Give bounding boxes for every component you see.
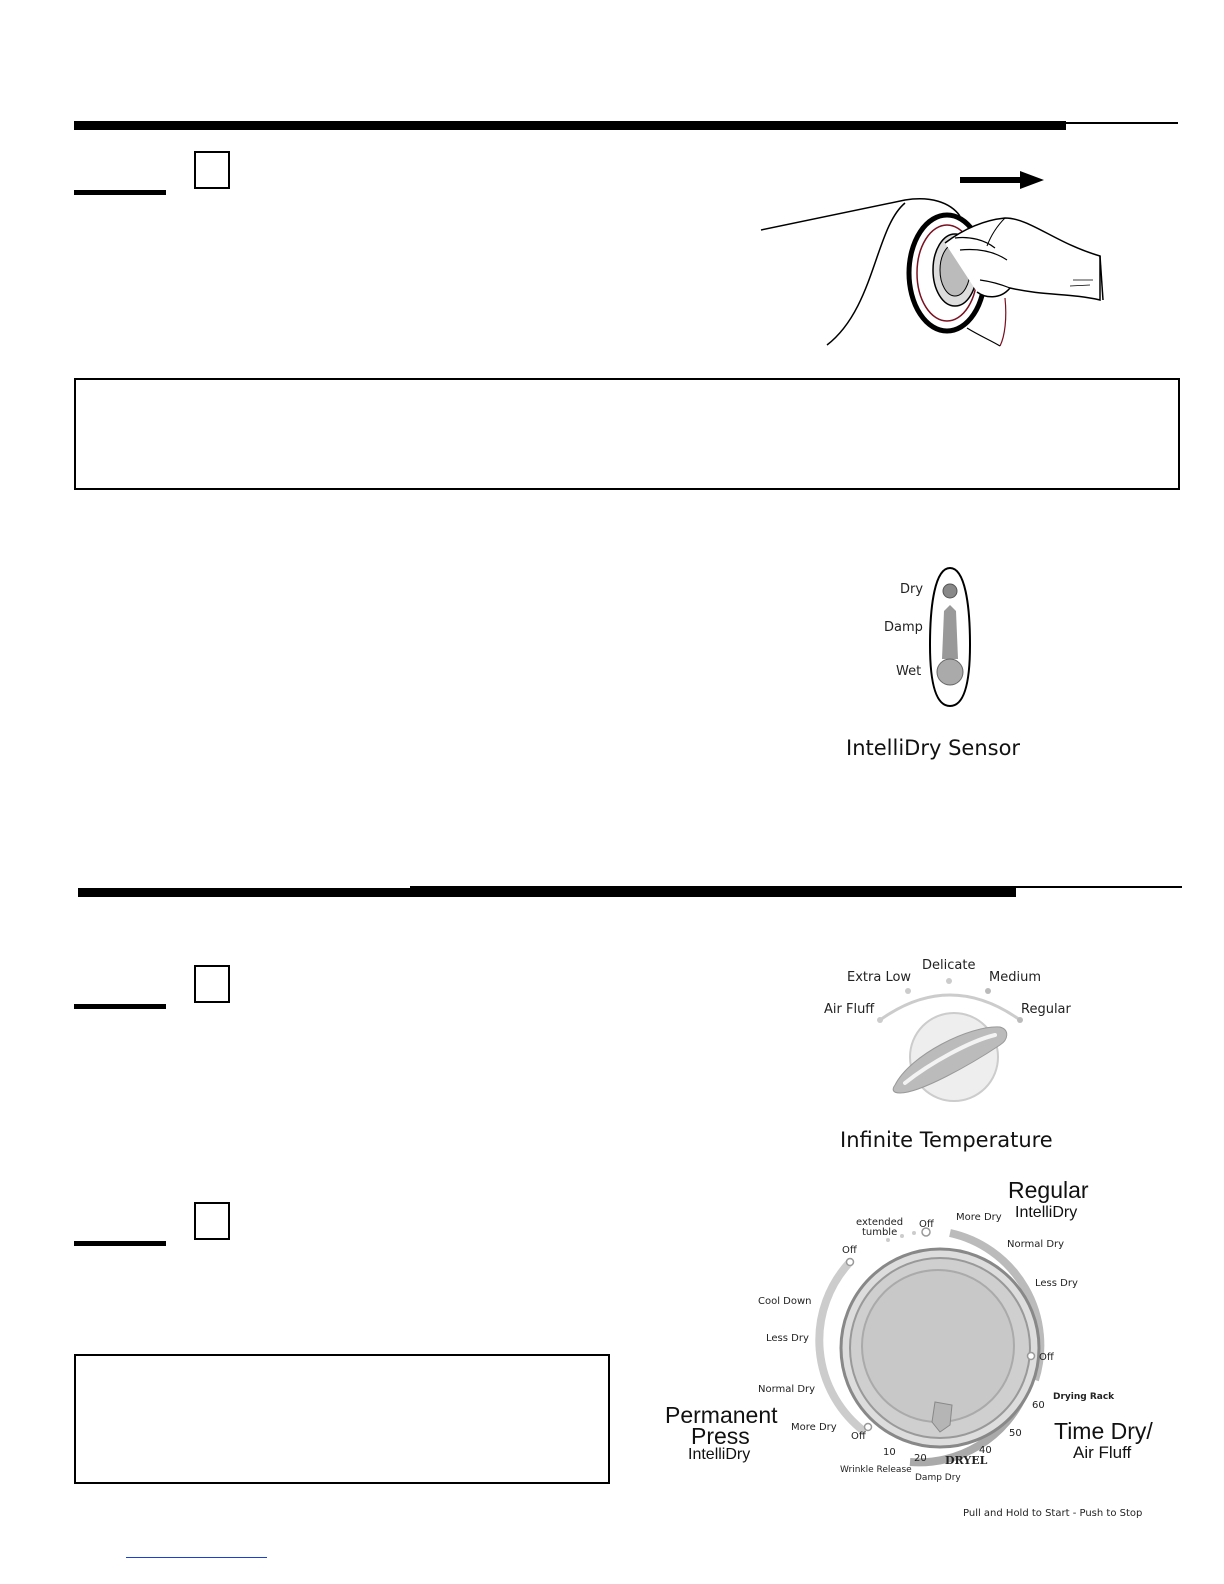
- step-number-box: [194, 151, 230, 189]
- damp-dry: Damp Dry: [915, 1473, 961, 1483]
- section-rule-top-thick: [74, 121, 1066, 130]
- temperature-knob[interactable]: [860, 975, 1030, 1110]
- step-number-box: [194, 1202, 230, 1240]
- regular-title: Regular: [1008, 1177, 1089, 1203]
- step-underline: [74, 1004, 166, 1009]
- sensor-indicator-graphic: [927, 565, 973, 710]
- wrinkle-release: Wrinkle Release: [840, 1465, 912, 1475]
- hand-pulling-knob-illustration: [755, 188, 1115, 353]
- drying-rack: Drying Rack: [1053, 1392, 1115, 1402]
- timedry-10: 10: [883, 1447, 896, 1458]
- regular-more-dry: More Dry: [956, 1212, 1002, 1223]
- timedry-subtitle: Air Fluff: [1073, 1443, 1132, 1462]
- footer-link-underline[interactable]: [126, 1557, 267, 1558]
- dryel-logo: DRYEL: [945, 1454, 988, 1467]
- timedry-off: Off: [851, 1431, 866, 1442]
- sensor-level-wet: Wet: [896, 664, 922, 679]
- pp-subtitle: IntelliDry: [688, 1446, 751, 1463]
- timedry-40: 40: [979, 1445, 992, 1456]
- note-box: [74, 378, 1180, 490]
- temp-label-medium: Medium: [989, 970, 1041, 985]
- regular-subtitle: IntelliDry: [1015, 1204, 1078, 1221]
- regular-less-dry: Less Dry: [1035, 1278, 1078, 1289]
- regular-normal-dry: Normal Dry: [1007, 1239, 1065, 1250]
- step-underline: [74, 1241, 166, 1246]
- note-box: [74, 1354, 610, 1484]
- pp-title-line1: Permanent: [665, 1402, 778, 1428]
- temp-label-regular: Regular: [1021, 1002, 1071, 1017]
- sensor-caption: IntelliDry Sensor: [846, 736, 1021, 760]
- regular-off: Off: [1039, 1352, 1054, 1363]
- pp-title-line2: Press: [691, 1423, 750, 1449]
- pp-less-dry: Less Dry: [766, 1333, 809, 1344]
- section-rule-top-thin: [1066, 122, 1178, 124]
- section-rule-middle-thick: [78, 888, 1016, 897]
- top-off: Off: [919, 1219, 934, 1230]
- temp-label-extra-low: Extra Low: [847, 970, 912, 985]
- sensor-level-damp: Damp: [884, 620, 923, 635]
- pp-cool-down: Cool Down: [758, 1296, 812, 1307]
- pp-off: Off: [842, 1245, 857, 1256]
- timedry-50: 50: [1009, 1428, 1022, 1439]
- step-underline: [74, 190, 166, 195]
- step-number-box: [194, 965, 230, 1003]
- timedry-title: Time Dry/: [1054, 1418, 1153, 1444]
- pull-arrow-icon: [958, 170, 1048, 190]
- timedry-20: 20: [914, 1453, 927, 1464]
- pp-normal-dry: Normal Dry: [758, 1384, 816, 1395]
- temp-label-delicate: Delicate: [922, 958, 976, 973]
- pp-more-dry: More Dry: [791, 1422, 837, 1433]
- start-stop-instruction: Pull and Hold to Start - Push to Stop: [963, 1508, 1143, 1519]
- temp-label-air-fluff: Air Fluff: [824, 1002, 875, 1017]
- temperature-caption: Infinite Temperature: [840, 1128, 1053, 1152]
- timedry-60: 60: [1032, 1400, 1045, 1411]
- section-rule-middle-thin: [410, 886, 1182, 888]
- sensor-level-dry: Dry: [900, 582, 924, 597]
- extended-tumble: extended tumble: [856, 1217, 904, 1238]
